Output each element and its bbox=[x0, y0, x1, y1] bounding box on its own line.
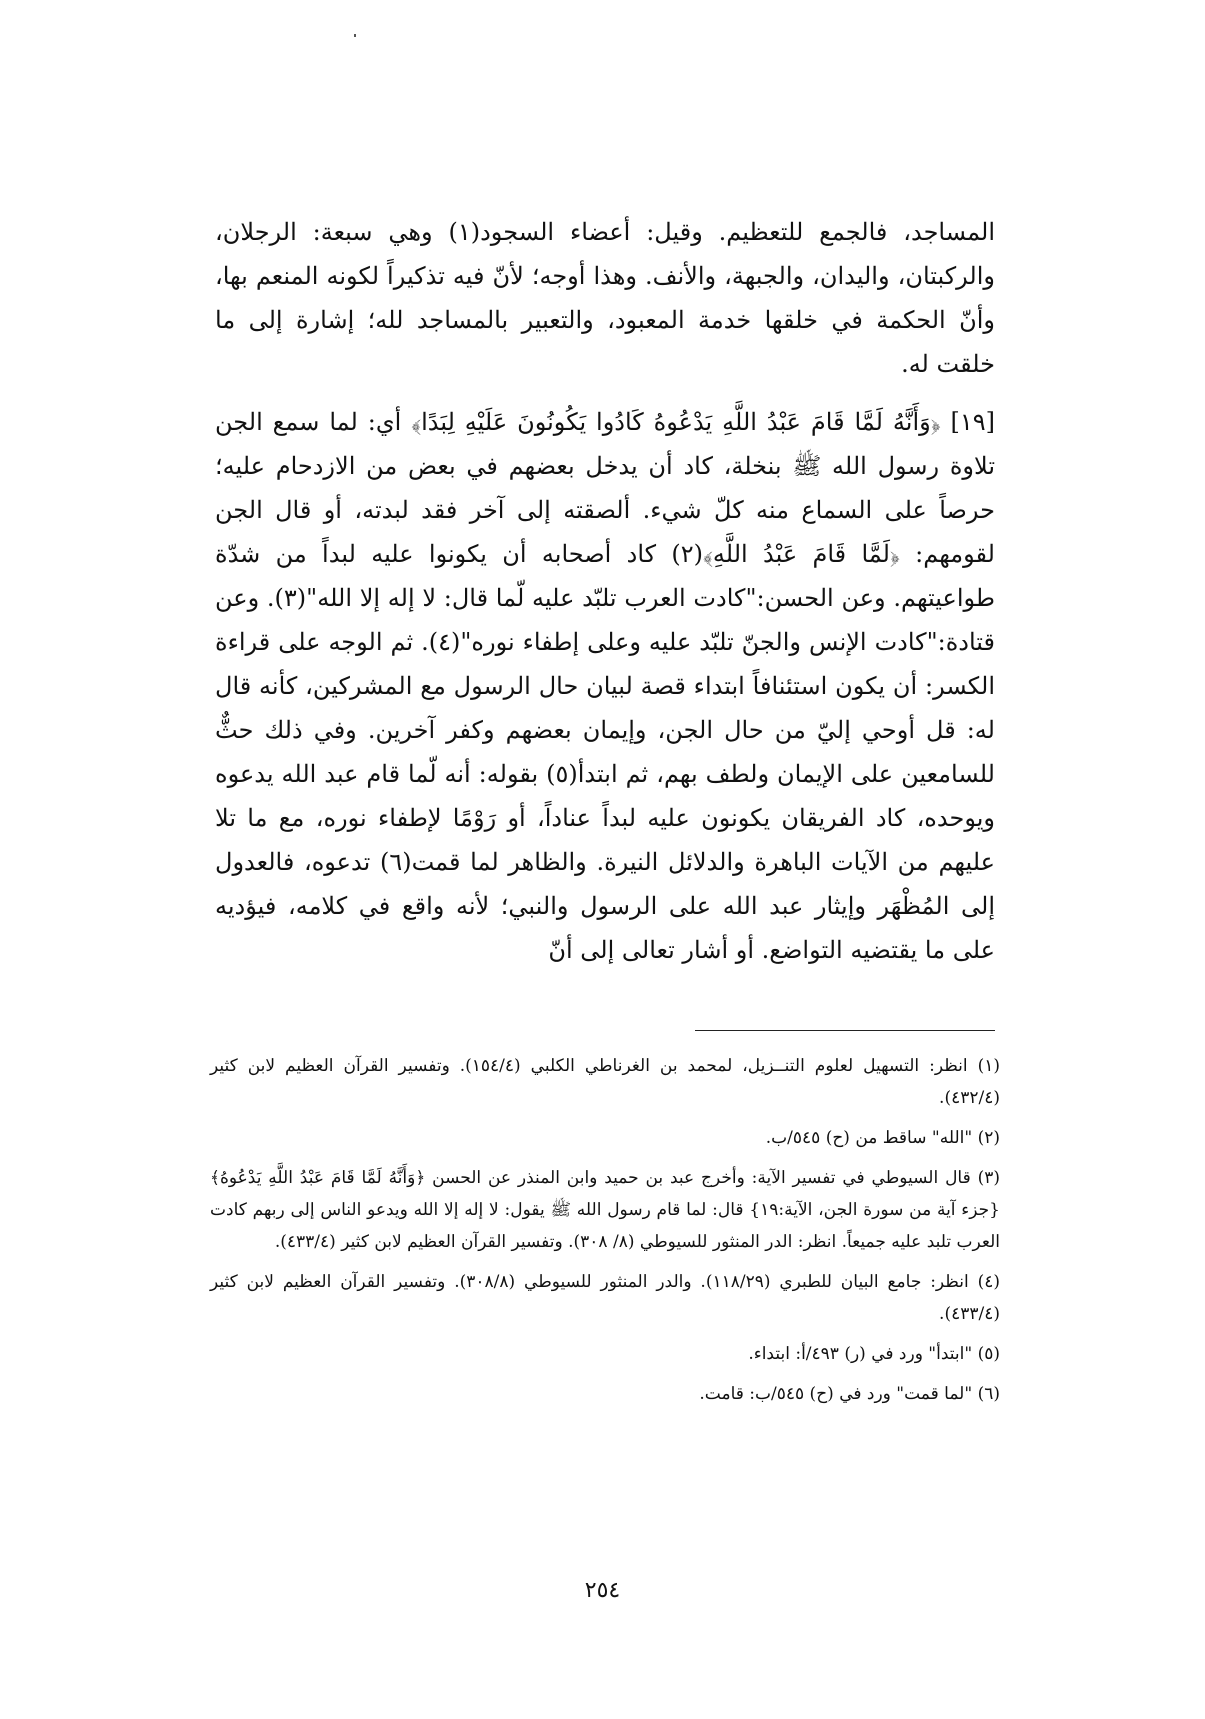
paragraph-1: المساجد، فالجمع للتعظيم. وقيل: أعضاء السجود(١) وهي سبعة: الرجلان، والركبتان، واليدان، والجبهة، والأنف. وهذا أوجه؛ لأنّ فيه تذكيراً لكونه المنعم بها، وأنّ الحكمة في خلقها خدمة المعبود، والتعبير بالمساجد لله؛ إشارة إلى ما خلقت له. bbox=[215, 218, 995, 378]
footnotes bbox=[210, 1050, 1000, 1418]
footnote-1: (١) انظر: التسهيل لعلوم التنــزيل، لمحمد بن الغرناطي الكلبي (١٥٤/٤). وتفسير القرآن العظيم لابن كثير (٤٣٢/٤). bbox=[210, 1056, 1000, 1108]
footnote-6: (٦) "لما قمت" ورد في (ح) ٥٤٥/ب: قامت. bbox=[699, 1384, 1000, 1404]
scan-speck bbox=[354, 34, 356, 37]
footnote-separator bbox=[695, 1030, 995, 1031]
footnote-3: (٣) قال السيوطي في تفسير الآية: وأخرج عبد بن حميد وابن المنذر عن الحسن ﴿وَأَنَّهُ لَمَّا قَامَ عَبْدُ اللَّهِ يَدْعُوهُ﴾{جزء آية من سورة الجن، الآية:١٩} قال: لما قام رسول الله ﷺ يقول: لا إله إلا الله ويدعو الناس إلى ربهم كادت العرب تلبد عليه جميعاً. انظر: الدر المنثور للسيوطي (٨/ ٣٠٨). وتفسير القرآن العظيم لابن كثير (٤٣٣/٤). bbox=[210, 1168, 1000, 1252]
paragraph-2: [١٩] ﴿وَأَنَّهُ لَمَّا قَامَ عَبْدُ اللَّهِ يَدْعُوهُ كَادُوا يَكُونُونَ عَلَيْهِ لِبَدًا﴾ أي: لما سمع الجن تلاوة رسول الله ﷺ بنخلة، كاد أن يدخل بعضهم في بعض من الازدحام عليه؛ حرصاً على السماع منه كلّ شيء. ألصقته إلى آخر فقد لبدته، أو قال الجن لقومهم: ﴿لَمَّا قَامَ عَبْدُ اللَّهِ﴾(٢) كاد أصحابه أن يكونوا عليه لبداً من شدّة طواعيتهم. وعن الحسن:"كادت العرب تلبّد عليه لّما قال: لا إله إلا الله"(٣). وعن قتادة:"كادت الإنس والجنّ تلبّد عليه وعلى إطفاء نوره"(٤). ثم الوجه على قراءة الكسر: أن يكون استئنافاً ابتداء قصة لبيان حال الرسول مع المشركين، كأنه قال له: قل أوحي إليّ من حال الجن، وإيمان بعضهم وكفر آخرين. وفي ذلك حثٌّ للسامعين على الإيمان ولطف بهم، ثم ابتدأ(٥) بقوله: أنه لّما قام عبد الله يدعوه ويوحده، كاد الفريقان يكونون عليه لبداً عناداً، أو رَوْمًا لإطفاء نوره، مع ما تلا عليهم من الآيات الباهرة والدلائل النيرة. والظاهر لما قمت(٦) تدعوه، فالعدول إلى المُظْهَر وإيثار عبد الله على الرسول والنبي؛ لأنه واقع في كلامه، فيؤديه على ما يقتضيه التواضع. أو أشار تعالى إلى أنّ bbox=[215, 408, 995, 964]
page-number: ٢٥٤ bbox=[584, 1578, 621, 1603]
footnote-4: (٤) انظر: جامع البيان للطبري (١١٨/٢٩). والدر المنثور للسيوطي (٣٠٨/٨). وتفسير القرآن العظيم لابن كثير (٤٣٣/٤). bbox=[210, 1272, 1000, 1324]
footnote-2: (٢) "الله" ساقط من (ح) ٥٤٥/ب. bbox=[765, 1128, 1000, 1148]
footnote-5: (٥) "ابتدأ" ورد في (ر) ٤٩٣/أ: ابتداء. bbox=[748, 1344, 1000, 1364]
main-text bbox=[215, 210, 995, 972]
